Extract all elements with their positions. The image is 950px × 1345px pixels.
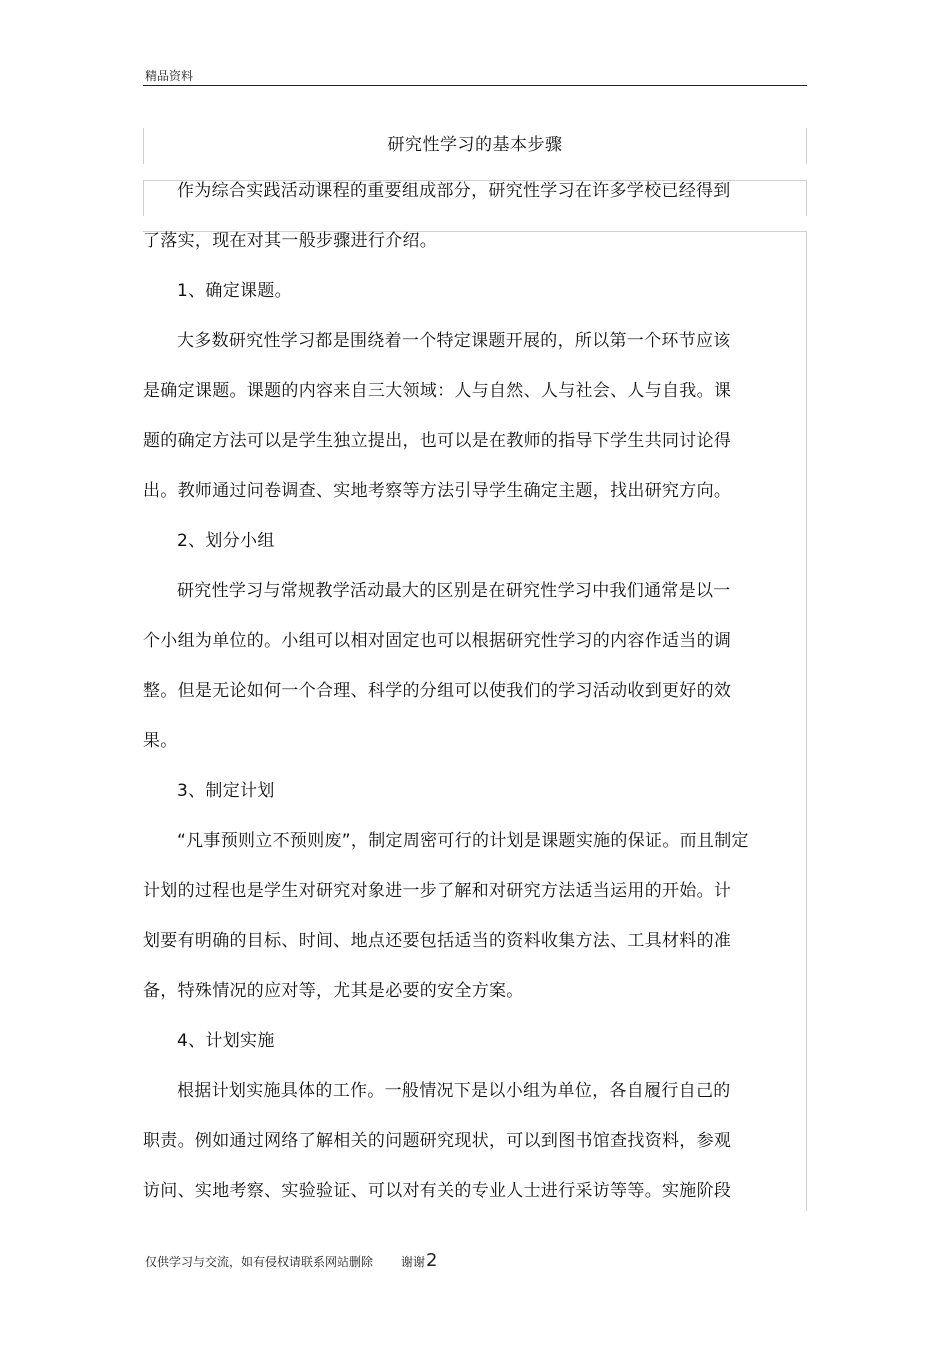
frame-line-mid-left [143, 180, 144, 216]
frame-line-mid-right [806, 180, 807, 216]
body-line: 果。 [143, 731, 178, 751]
body-line: 整。但是无论如何一个合理、科学的分组可以使我们的学习活动收到更好的效 [143, 681, 732, 701]
body-line: 职责。例如通过网络了解相关的问题研究现状，可以到图书馆查找资料，参观 [143, 1131, 732, 1151]
body-line: 大多数研究性学习都是围绕着一个特定课题开展的，所以第一个环节应该 [177, 331, 731, 351]
body-line: 题的确定方法可以是学生独立提出，也可以是在教师的指导下学生共同讨论得 [143, 431, 732, 451]
page-number: 2 [426, 1250, 438, 1271]
body-line: 了落实，现在对其一般步骤进行介绍。 [143, 231, 438, 251]
body-line: 个小组为单位的。小组可以相对固定也可以根据研究性学习的内容作适当的调 [143, 631, 732, 651]
body-line: 根据计划实施具体的工作。一般情况下是以小组为单位，各自履行自己的 [177, 1081, 731, 1101]
body-line: 3、制定计划 [177, 781, 275, 801]
body-line: 研究性学习与常规教学活动最大的区别是在研究性学习中我们通常是以一 [177, 581, 731, 601]
footer-disclaimer: 仅供学习与交流，如有侵权请联系网站删除 [145, 1255, 374, 1269]
header-divider [143, 85, 807, 86]
footer-thanks: 谢谢 [401, 1255, 426, 1269]
body-line: 4、计划实施 [177, 1031, 275, 1051]
body-line: 计划的过程也是学生对研究对象进一步了解和对研究方法适当运用的开始。计 [143, 881, 732, 901]
body-line: 备，特殊情况的应对等，尤其是必要的安全方案。 [143, 981, 524, 1001]
footer [145, 1250, 437, 1271]
body-line: 作为综合实践活动课程的重要组成部分，研究性学习在许多学校已经得到 [177, 181, 731, 201]
body-line: 1、确定课题。 [177, 281, 292, 301]
body-line: 划要有明确的目标、时间、地点还要包括适当的资料收集方法、工具材料的准 [143, 931, 732, 951]
frame-line-body-right [806, 231, 807, 1211]
body-line: 访问、实地考察、实验验证、可以对有关的专业人士进行采访等等。实施阶段 [143, 1181, 732, 1201]
body-line: 2、划分小组 [177, 531, 275, 551]
body-line: “凡事预则立不预则废”，制定周密可行的计划是课题实施的保证。而且制定 [177, 831, 749, 851]
body-line: 出。教师通过问卷调查、实地考察等方法引导学生确定主题，找出研究方向。 [143, 481, 732, 501]
document-title: 研究性学习的基本步骤 [387, 135, 563, 155]
body-line: 是确定课题。课题的内容来自三大领域：人与自然、人与社会、人与自我。课 [143, 381, 732, 401]
header-label: 精品资料 [145, 69, 194, 83]
